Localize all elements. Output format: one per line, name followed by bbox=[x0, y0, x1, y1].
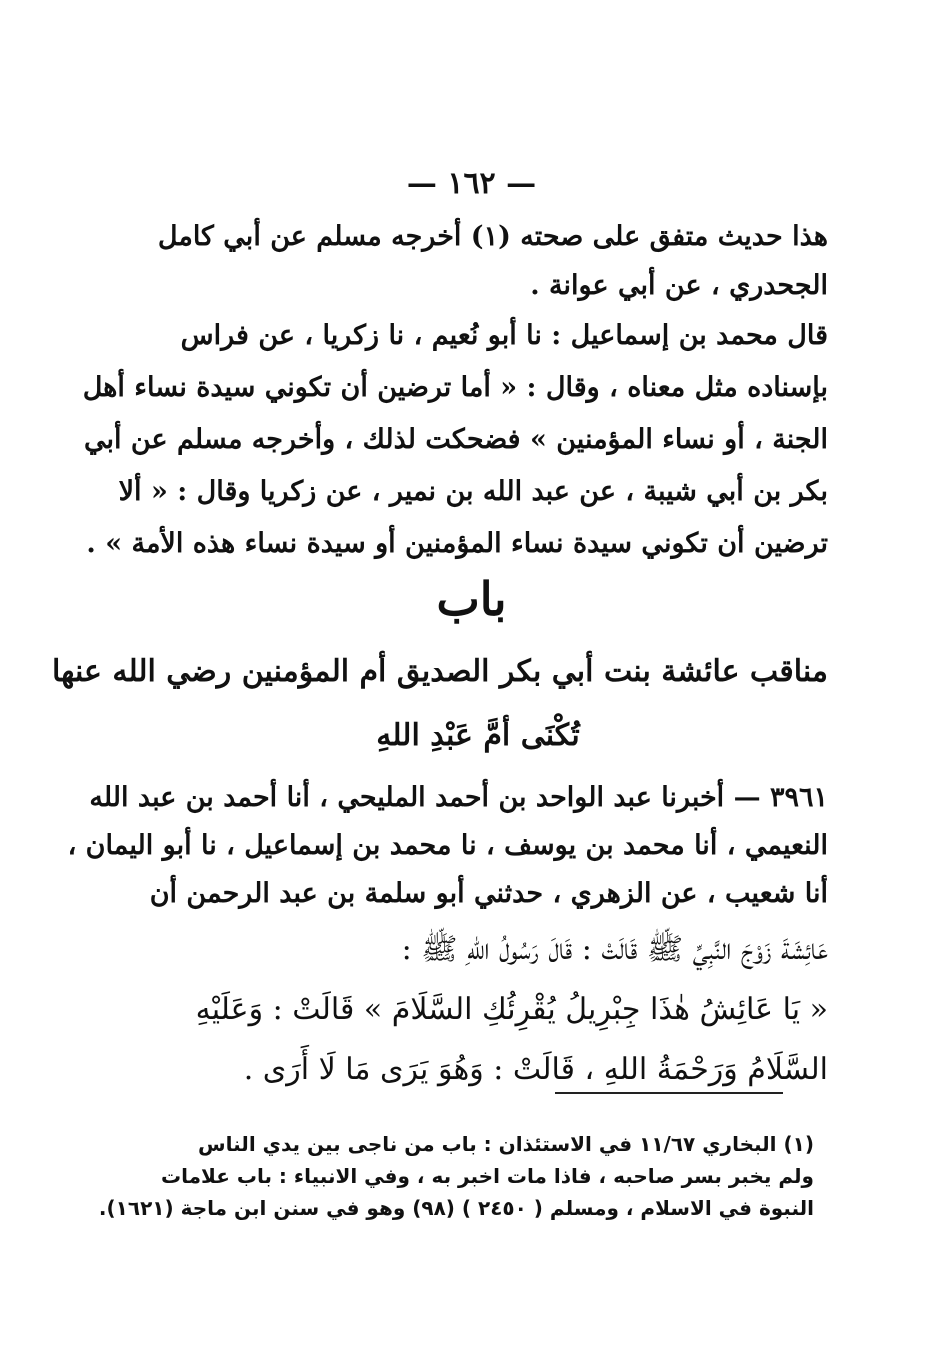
footnote-line: ولم يخبر بسر صاحبه ، فاذا مات اخبر به ، وفي الانبياء : باب علامات bbox=[161, 1164, 814, 1188]
page-number: — ١٦٢ — bbox=[406, 166, 537, 201]
footnote bbox=[98, 1128, 814, 1224]
second-paragraph bbox=[82, 310, 828, 570]
text-line: « يَا عَائِشُ هٰذَا جِبْرِيلُ يُقْرِئُكِ السَّلَامَ » قَالَتْ : وَعَلَيْهِ bbox=[195, 992, 828, 1027]
chapter-heading: باب bbox=[436, 572, 507, 626]
text-line: النعيمي ، أنا محمد بن يوسف ، نا محمد بن إسماعيل ، نا أبو اليمان ، bbox=[67, 830, 828, 861]
text-line: أنا شعيب ، عن الزهري ، حدثني أبو سلمة بن عبد الرحمن أن bbox=[149, 878, 828, 909]
hadith-isnad bbox=[67, 774, 828, 918]
text-line: بإسناده مثل معناه ، وقال : « أما ترضين أن تكوني سيدة نساء أهل bbox=[82, 372, 828, 403]
subtitle-line: مناقب عائشة بنت أبي بكر الصديق أم المؤمنين رضي الله عنها bbox=[52, 654, 828, 689]
text-line: الجحدري ، عن أبي عوانة . bbox=[530, 270, 828, 301]
opening-paragraph bbox=[128, 212, 828, 310]
text-line: هذا حديث متفق على صحته (١) أخرجه مسلم عن أبي كامل bbox=[157, 221, 828, 252]
chapter-subtitle bbox=[52, 640, 828, 768]
footnote-divider bbox=[555, 1092, 783, 1094]
hadith-text bbox=[128, 920, 828, 1100]
footnote-line: (١) البخاري ١١/٦٧ في الاستئذان : باب من ناجى بين يدي الناس bbox=[198, 1132, 814, 1156]
subtitle-line: تُكْنَى أمَّ عَبْدِ اللهِ bbox=[376, 718, 580, 753]
text-line: السَّلَامُ وَرَحْمَةُ اللهِ ، قَالَتْ : وَهُوَ يَرَى مَا لَا أَرَى . bbox=[243, 1052, 828, 1087]
text-line: ترضين أن تكوني سيدة نساء المؤمنين أو سيدة نساء هذه الأمة » . bbox=[86, 528, 828, 559]
text-line: ٣٩٦١ — أخبرنا عبد الواحد بن أحمد المليحي ، أنا أحمد بن عبد الله bbox=[89, 782, 828, 813]
text-line: بكر بن أبي شيبة ، عن عبد الله بن نمير ، عن زكريا وقال : « ألا bbox=[118, 476, 828, 507]
text-line: قال محمد بن إسماعيل : نا أبو نُعيم ، نا زكريا ، عن فراس bbox=[180, 320, 828, 351]
footnote-line: النبوة في الاسلام ، ومسلم ( ٢٤٥٠ ) (٩٨) وهو في سنن ابن ماجة (١٦٢١). bbox=[98, 1196, 814, 1220]
text-line: عَائِشَةَ زَوْجَ النَّبِيِّ ﷺ قَالَتْ : قَالَ رَسُولُ اللهِ ﷺ : bbox=[401, 932, 828, 967]
text-line: الجنة ، أو نساء المؤمنين » فضحكت لذلك ، وأخرجه مسلم عن أبي bbox=[83, 424, 828, 455]
